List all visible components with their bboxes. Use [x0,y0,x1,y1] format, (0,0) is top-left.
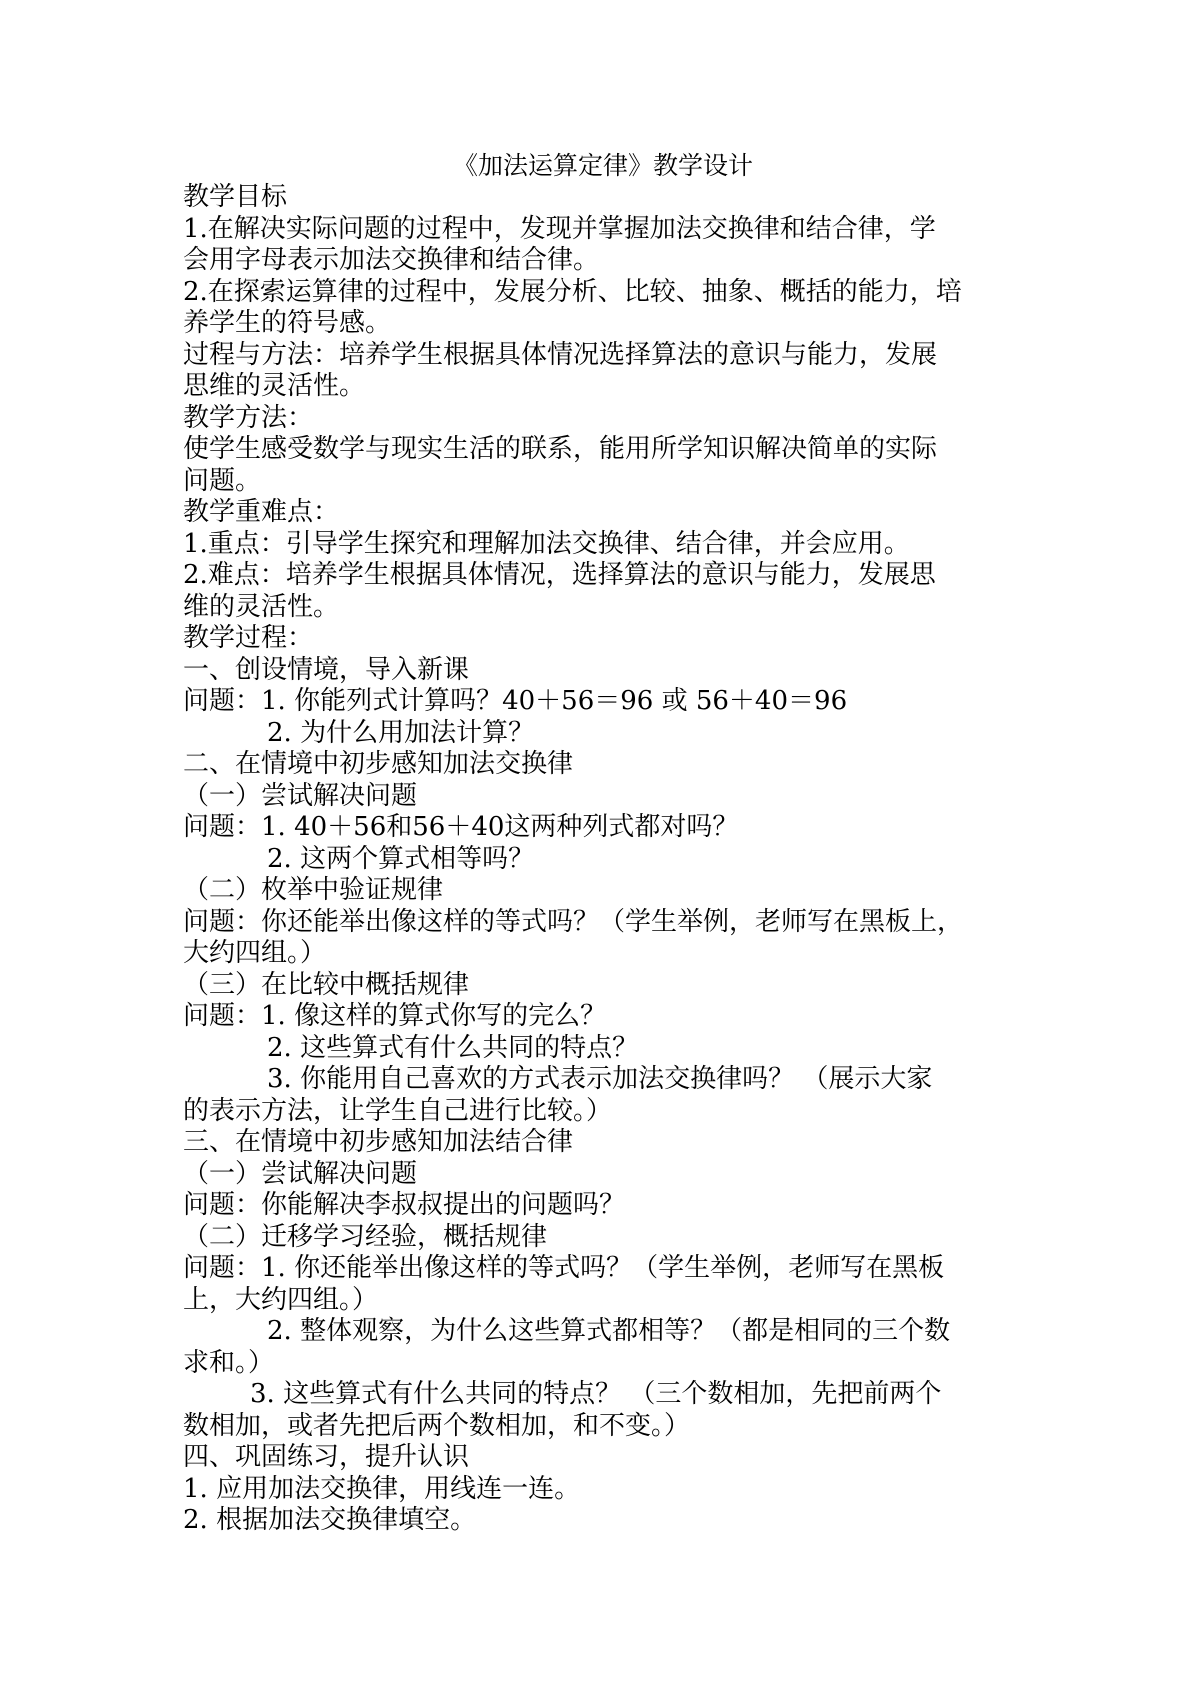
text-line: 会用字母表示加法交换律和结合律。 [183,245,600,275]
text-line: 的表示方法，让学生自己进行比较。） [183,1095,613,1126]
text-line: 2.在探索运算律的过程中，发展分析、比较、抽象、概括的能力，培 [183,276,962,307]
text-line: 问题：1. 你还能举出像这样的等式吗？（学生举例，老师写在黑板 [183,1253,945,1283]
text-line: （三）在比较中概括规律 [183,969,470,1000]
text-line: 过程与方法：培养学生根据具体情况选择算法的意识与能力，发展 [183,339,938,370]
text-line: 问题：你还能举出像这样的等式吗？（学生举例，老师写在黑板上， [183,906,964,937]
text-line: 教学过程： [183,623,314,653]
text-line: 求和。） [183,1347,275,1378]
document-page [183,150,1023,1537]
text-line: 2. 整体观察，为什么这些算式都相等？（都是相同的三个数 [267,1316,951,1346]
text-line: （二）枚举中验证规律 [183,875,444,905]
text-line: 1.重点：引导学生探究和理解加法交换律、结合律，并会应用。 [183,528,910,559]
text-line: 教学重难点： [183,497,340,527]
text-line: 教学方法： [183,402,314,433]
text-line: 问题：1. 40＋56和56＋40这两种列式都对吗？ [183,812,739,842]
text-line: 2. 为什么用加法计算？ [267,717,535,748]
text-line: 教学目标 [183,182,288,212]
text-line: 思维的灵活性。 [183,371,366,401]
text-line: 2.难点：培养学生根据具体情况，选择算法的意识与能力，发展思 [183,560,936,590]
text-line: 维的灵活性。 [183,591,340,622]
document-title: 《加法运算定律》教学设计 [452,151,753,180]
text-line: （一）尝试解决问题 [183,780,418,811]
text-line: 3. 你能用自己喜欢的方式表示加法交换律吗？ （展示大家 [267,1064,933,1094]
text-line: 二、在情境中初步感知加法交换律 [183,749,574,779]
text-line: （一）尝试解决问题 [183,1158,418,1189]
text-line: 1. 应用加法交换律，用线连一连。 [183,1473,581,1504]
document-body [183,182,1023,1537]
text-line: 问题：你能解决李叔叔提出的问题吗？ [183,1190,626,1220]
text-line: （二）迁移学习经验，概括规律 [183,1221,548,1252]
text-line: 三、在情境中初步感知加法结合律 [183,1127,574,1157]
text-line: 数相加，或者先把后两个数相加，和不变。） [183,1410,691,1441]
text-line: 2. 这些算式有什么共同的特点？ [267,1032,639,1063]
text-line: 一、创设情境，导入新课 [183,654,470,685]
text-line: 1.在解决实际问题的过程中，发现并掌握加法交换律和结合律，学 [183,213,936,244]
text-line: 使学生感受数学与现实生活的联系，能用所学知识解决简单的实际 [183,434,938,464]
text-line: 大约四组。） [183,938,327,968]
text-line: 问题：1. 你能列式计算吗？40＋56＝96 或 56＋40＝96 [183,686,848,716]
text-line: 四、巩固练习，提升认识 [183,1442,470,1472]
text-line: 3. 这些算式有什么共同的特点？ （三个数相加，先把前两个 [250,1379,942,1409]
text-line: 上，大约四组。） [183,1284,379,1315]
text-line: 2. 根据加法交换律填空。 [183,1505,477,1535]
text-line: 养学生的符号感。 [183,308,392,338]
text-line: 问题。 [183,465,262,496]
text-line: 问题：1. 像这样的算式你写的完么？ [183,1001,607,1031]
text-line: 2. 这两个算式相等吗？ [267,843,535,874]
